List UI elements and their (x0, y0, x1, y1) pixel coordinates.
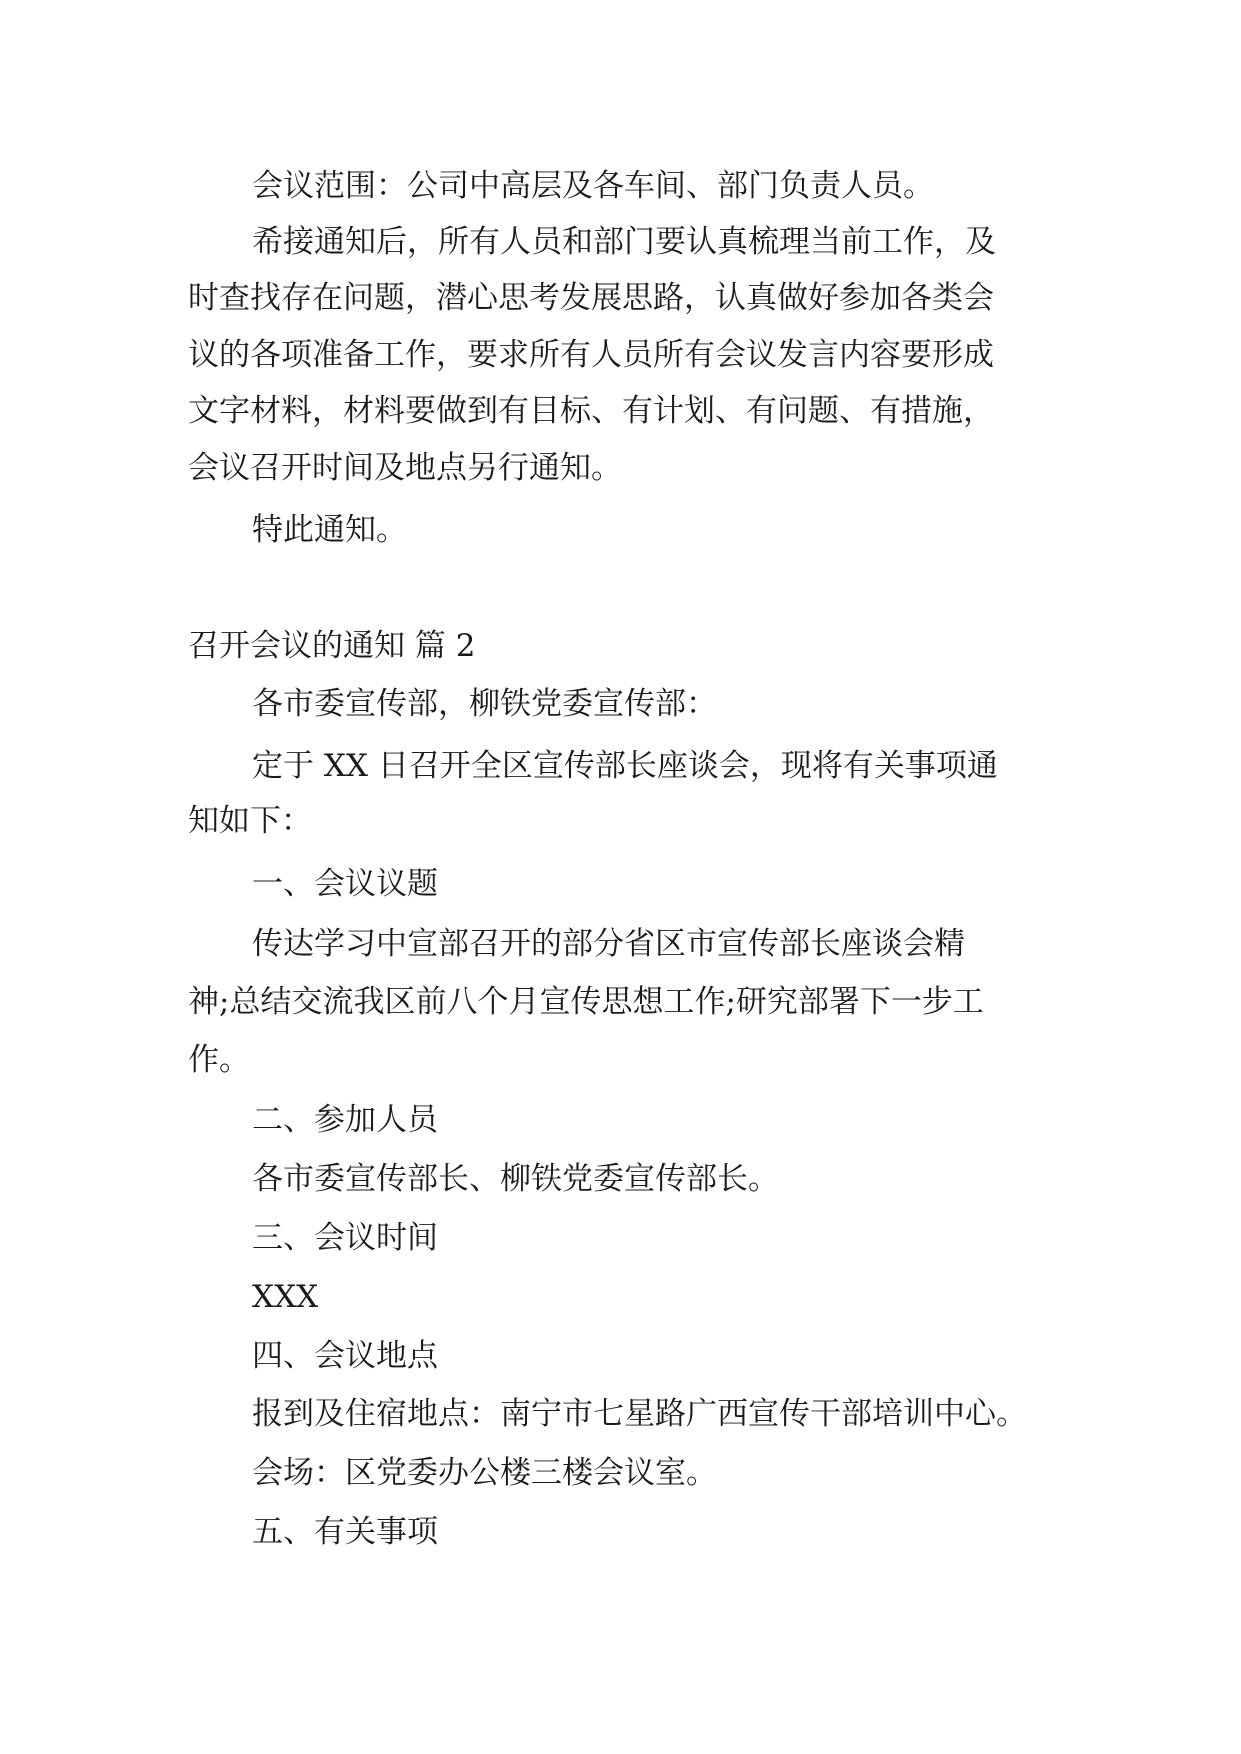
item4-title-text: 四、会议地点 (252, 1338, 438, 1374)
section-heading (0, 622, 1241, 670)
item3-title-text: 三、会议时间 (252, 1220, 438, 1256)
closing-text: 特此通知。 (252, 512, 407, 548)
item3-body-text: XXX (252, 1279, 319, 1315)
item2-body-text: 各市委宣传部长、柳铁党委宣传部长。 (252, 1161, 779, 1197)
addressee-line (0, 680, 1241, 728)
request-paragraph-line-5 (0, 444, 1241, 492)
item2-title-text: 二、参加人员 (252, 1102, 438, 1138)
addressee-text: 各市委宣传部，柳铁党委宣传部： (252, 686, 717, 722)
meeting-scope-line (0, 162, 1241, 210)
item1-body-text-2: 神;总结交流我区前八个月宣传思想工作;研究部署下一步工 (188, 984, 984, 1020)
item4-venue-text: 会场：区党委办公楼三楼会议室。 (252, 1455, 717, 1491)
item4-venue (0, 1449, 1241, 1497)
request-paragraph-text-1: 希接通知后，所有人员和部门要认真梳理当前工作，及 (252, 224, 996, 260)
section-heading-text: 召开会议的通知 篇 2 (188, 628, 476, 664)
request-paragraph-line-1 (0, 218, 1241, 266)
item1-body-line-3 (0, 1036, 1241, 1084)
request-paragraph-line-3 (0, 331, 1241, 379)
item1-body-text-1: 传达学习中宣部召开的部分省区市宣传部长座谈会精 (252, 926, 965, 962)
request-paragraph-text-5: 会议召开时间及地点另行通知。 (188, 450, 622, 486)
intro-text-2: 知如下： (188, 803, 312, 839)
item4-lodging-text: 报到及住宿地点：南宁市七星路广西宣传干部培训中心。 (252, 1396, 1027, 1432)
meeting-scope-text: 会议范围：公司中高层及各车间、部门负责人员。 (252, 168, 934, 204)
request-paragraph-text-4: 文字材料，材料要做到有目标、有计划、有问题、有措施， (188, 393, 994, 429)
item2-title (0, 1096, 1241, 1144)
request-paragraph-text-3: 议的各项准备工作，要求所有人员所有会议发言内容要形成 (188, 337, 994, 373)
item4-lodging (0, 1390, 1241, 1438)
request-paragraph-text-2: 时查找存在问题，潜心思考发展思路，认真做好参加各类会 (188, 280, 994, 316)
item2-body (0, 1155, 1241, 1203)
intro-text-1: 定于 XX 日召开全区宣传部长座谈会，现将有关事项通 (252, 748, 998, 784)
item3-title (0, 1214, 1241, 1262)
closing-line (0, 506, 1241, 554)
item3-body (0, 1273, 1241, 1321)
item1-body-line-1 (0, 920, 1241, 968)
request-paragraph-line-4 (0, 387, 1241, 435)
intro-line-1 (0, 742, 1241, 790)
item1-title-text: 一、会议议题 (252, 866, 438, 902)
item1-body-text-3: 作。 (188, 1042, 250, 1078)
request-paragraph-line-2 (0, 274, 1241, 322)
item1-body-line-2 (0, 978, 1241, 1026)
intro-line-2 (0, 797, 1241, 845)
item1-title (0, 860, 1241, 908)
item4-title (0, 1332, 1241, 1380)
item5-title-text: 五、有关事项 (252, 1514, 438, 1550)
item5-title (0, 1508, 1241, 1556)
